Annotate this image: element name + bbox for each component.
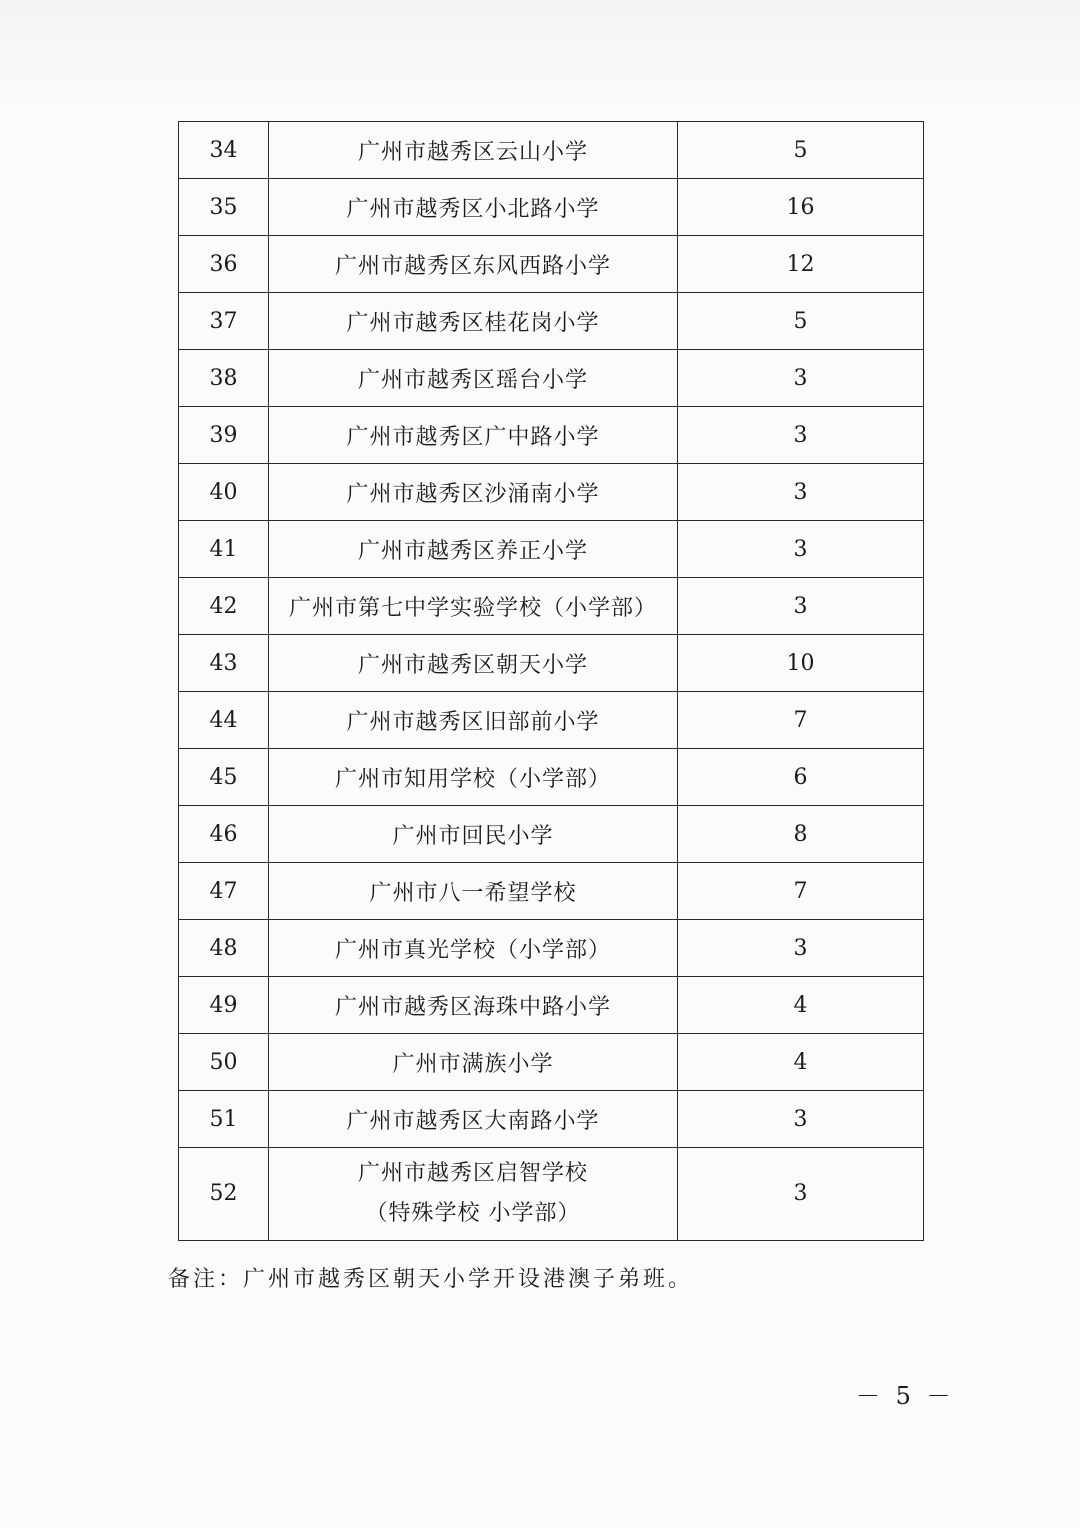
row-number: 50 [179, 1034, 269, 1091]
row-number: 37 [179, 293, 269, 350]
school-name: 广州市越秀区大南路小学 [269, 1091, 678, 1148]
row-number: 34 [179, 122, 269, 179]
table-row [179, 920, 924, 977]
quota-count: 8 [678, 806, 924, 863]
school-name: 广州市越秀区云山小学 [269, 122, 678, 179]
quota-count: 16 [678, 179, 924, 236]
quota-count: 3 [678, 578, 924, 635]
table-row [179, 521, 924, 578]
school-name: 广州市回民小学 [269, 806, 678, 863]
row-number: 42 [179, 578, 269, 635]
school-name: 广州市越秀区小北路小学 [269, 179, 678, 236]
row-number: 41 [179, 521, 269, 578]
school-name: 广州市越秀区海珠中路小学 [269, 977, 678, 1034]
row-number: 39 [179, 407, 269, 464]
quota-count: 3 [678, 1148, 924, 1241]
table-row [179, 578, 924, 635]
row-number: 48 [179, 920, 269, 977]
row-number: 35 [179, 179, 269, 236]
row-number: 40 [179, 464, 269, 521]
quota-count: 3 [678, 350, 924, 407]
scan-header-residue [0, 0, 1080, 110]
school-name-line2: （特殊学校 小学部） [365, 1201, 581, 1226]
row-number: 43 [179, 635, 269, 692]
table-row [179, 1148, 924, 1241]
school-quota-table [178, 121, 924, 1241]
row-number: 49 [179, 977, 269, 1034]
school-name: 广州市知用学校（小学部） [269, 749, 678, 806]
quota-count: 6 [678, 749, 924, 806]
table-row [179, 236, 924, 293]
quota-count: 5 [678, 122, 924, 179]
school-name: 广州市第七中学实验学校（小学部） [269, 578, 678, 635]
quota-count: 5 [678, 293, 924, 350]
table-row [179, 179, 924, 236]
page-number: － 5 － [856, 1382, 955, 1410]
row-number: 36 [179, 236, 269, 293]
row-number: 52 [179, 1148, 269, 1241]
table-row [179, 863, 924, 920]
table-row [179, 749, 924, 806]
school-name: 广州市越秀区广中路小学 [269, 407, 678, 464]
row-number: 44 [179, 692, 269, 749]
school-name: 广州市越秀区沙涌南小学 [269, 464, 678, 521]
table-row [179, 1091, 924, 1148]
table-row [179, 122, 924, 179]
row-number: 47 [179, 863, 269, 920]
row-number: 46 [179, 806, 269, 863]
quota-count: 7 [678, 863, 924, 920]
school-name: 广州市越秀区旧部前小学 [269, 692, 678, 749]
table-row [179, 293, 924, 350]
row-number: 51 [179, 1091, 269, 1148]
school-name: 广州市越秀区养正小学 [269, 521, 678, 578]
quota-count: 3 [678, 920, 924, 977]
school-name: 广州市满族小学 [269, 1034, 678, 1091]
footnote: 备注：广州市越秀区朝天小学开设港澳子弟班。 [168, 1267, 694, 1292]
school-name: 广州市八一希望学校 [269, 863, 678, 920]
table-row [179, 1034, 924, 1091]
quota-count: 3 [678, 407, 924, 464]
quota-count: 12 [678, 236, 924, 293]
school-name: 广州市越秀区朝天小学 [269, 635, 678, 692]
quota-count: 4 [678, 977, 924, 1034]
table-row [179, 635, 924, 692]
quota-count: 3 [678, 1091, 924, 1148]
table-row [179, 350, 924, 407]
table-row [179, 407, 924, 464]
school-name [269, 1148, 678, 1241]
table-row [179, 692, 924, 749]
quota-count: 10 [678, 635, 924, 692]
quota-count: 3 [678, 521, 924, 578]
quota-count: 4 [678, 1034, 924, 1091]
table-row [179, 977, 924, 1034]
school-name: 广州市越秀区瑶台小学 [269, 350, 678, 407]
school-name: 广州市越秀区东风西路小学 [269, 236, 678, 293]
row-number: 45 [179, 749, 269, 806]
table-row [179, 806, 924, 863]
quota-count: 3 [678, 464, 924, 521]
table-row [179, 464, 924, 521]
row-number: 38 [179, 350, 269, 407]
school-name-line1: 广州市越秀区启智学校 [357, 1161, 588, 1186]
school-name: 广州市越秀区桂花岗小学 [269, 293, 678, 350]
school-name: 广州市真光学校（小学部） [269, 920, 678, 977]
quota-count: 7 [678, 692, 924, 749]
